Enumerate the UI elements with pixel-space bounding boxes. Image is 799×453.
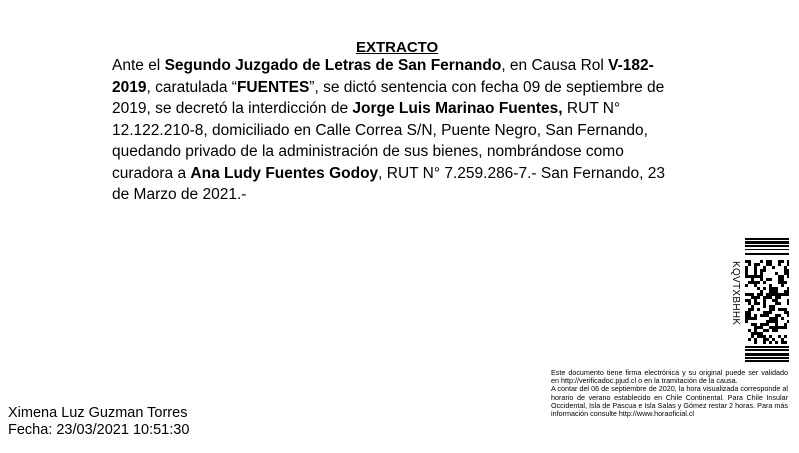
verification-notice-time: A contar del 06 de septiembre de 2020, la hora visualizada corresponde al horario de verano establecido en Chile Continental. Para Chile Insular Occidental, Isla de Pascua e Isla Salas y Gómez restar 2 horas. Para más información consulte http://www.horaoficial.cl xyxy=(551,384,788,419)
signer-name: Ximena Luz Guzman Torres xyxy=(8,405,188,421)
body-text-2: , en Causa Rol xyxy=(501,57,609,74)
interdicted-person-name: Jorge Luis Marinao Fuentes, xyxy=(352,100,563,117)
verification-notice-validation: Este documento tiene firma electrónica y su original puede ser validado en http://verificadoc.pjud.cl o en la tramitación de la causa. xyxy=(551,368,788,386)
case-caption: FUENTES xyxy=(236,78,310,96)
document-body xyxy=(112,55,677,206)
body-text-6: , RUT N° 7.259.286-7.- San Fernando, 23 de Marzo de 2021.- xyxy=(112,164,665,203)
court-name: Segundo Juzgado de Letras de San Fernando xyxy=(164,57,502,74)
body-text-1: Ante el xyxy=(112,57,165,74)
verification-notice xyxy=(551,369,788,418)
barcode-graphic xyxy=(745,238,789,365)
signer-block xyxy=(8,405,189,439)
verification-code: KQVTXBHHK xyxy=(730,261,741,326)
document-title: EXTRACTO xyxy=(356,39,439,56)
body-text-5: RUT N° 12.122.210-8, domiciliado en Calle Correa S/N, Puente Negro, San Fernando, quedando privado de la administración de sus bienes, nombrándose como curadora a xyxy=(112,100,648,182)
signature-date: Fecha: 23/03/2021 10:51:30 xyxy=(8,422,190,438)
body-text-3: , caratulada “ xyxy=(146,78,237,96)
body-text-4: ”, se dictó sentencia con fecha 09 de septiembre de 2019, se decretó la interdicción de xyxy=(112,78,665,117)
barcode-area xyxy=(745,238,789,365)
case-number: V-182-2019 xyxy=(112,57,654,96)
curator-name: Ana Ludy Fuentes Godoy xyxy=(190,164,379,182)
